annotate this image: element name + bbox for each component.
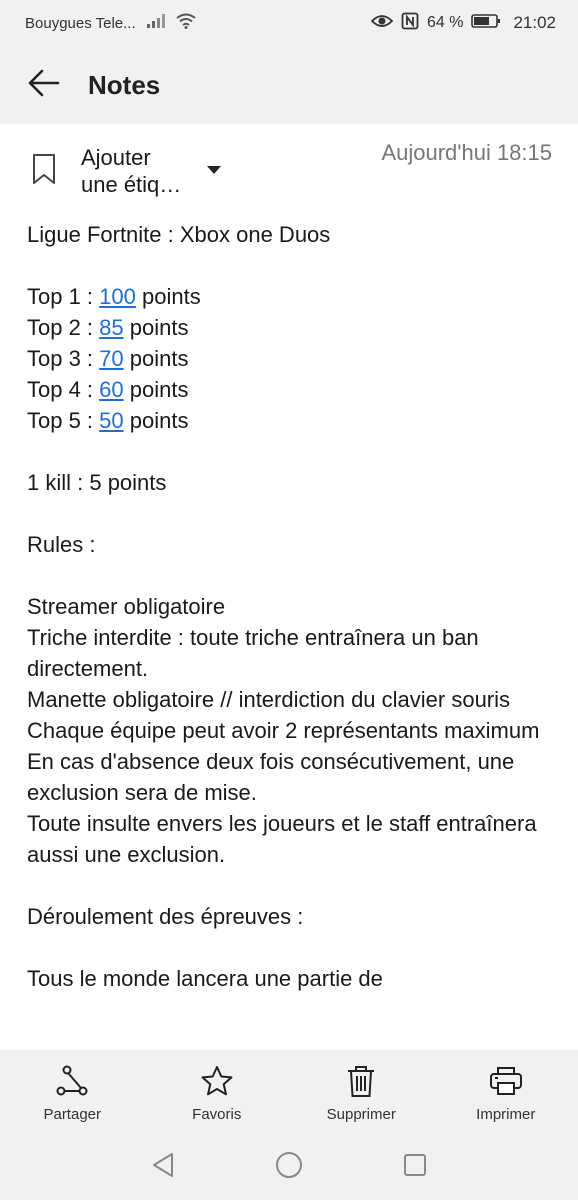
nfc-icon bbox=[401, 12, 419, 35]
share-label: Partager bbox=[43, 1106, 102, 1123]
rule-item: Streamer obligatoire bbox=[27, 594, 226, 619]
top-suffix: points bbox=[123, 377, 189, 402]
battery-icon bbox=[471, 13, 501, 34]
caret-down-icon bbox=[206, 162, 222, 180]
delete-button[interactable] bbox=[289, 1050, 434, 1134]
favorites-label: Favoris bbox=[192, 1106, 242, 1123]
rule-item: Toute insulte envers les joueurs et le staff entraînera aussi une exclusion. bbox=[27, 811, 537, 867]
system-nav-bar bbox=[0, 1134, 578, 1200]
square-recents-icon bbox=[403, 1153, 427, 1182]
blank-line bbox=[27, 560, 557, 591]
blank-line bbox=[27, 870, 557, 901]
top-suffix: points bbox=[123, 408, 189, 433]
star-icon bbox=[200, 1062, 234, 1100]
nav-home-button[interactable] bbox=[274, 1152, 304, 1182]
kill-points: 1 kill : 5 points bbox=[27, 470, 167, 495]
points-link[interactable]: 70 bbox=[99, 346, 124, 371]
events-header: Déroulement des épreuves : bbox=[27, 904, 304, 929]
top-prefix: Top 4 : bbox=[27, 377, 100, 402]
rule-item: En cas d'absence deux fois consécutivement, une exclusion sera de mise. bbox=[27, 749, 515, 805]
status-right bbox=[371, 12, 556, 35]
points-link[interactable]: 100 bbox=[99, 284, 136, 309]
note-body[interactable] bbox=[27, 219, 557, 994]
share-icon bbox=[55, 1062, 89, 1100]
print-button[interactable] bbox=[434, 1050, 578, 1134]
rule-item: Triche interdite : toute triche entraînera un ban directement. bbox=[27, 625, 479, 681]
share-button[interactable] bbox=[0, 1050, 145, 1134]
top-line bbox=[27, 312, 557, 343]
note-content bbox=[0, 124, 578, 1050]
top-line bbox=[27, 405, 557, 436]
circle-home-icon bbox=[275, 1151, 303, 1184]
rule-item: Chaque équipe peut avoir 2 représentants maximum bbox=[27, 718, 540, 743]
top-suffix: points bbox=[135, 284, 201, 309]
top-prefix: Top 3 : bbox=[27, 346, 100, 371]
note-last-line: Tous le monde lancera une partie de bbox=[27, 966, 383, 991]
blank-line bbox=[27, 932, 557, 963]
bottom-action-bar bbox=[0, 1050, 578, 1134]
status-left bbox=[25, 13, 371, 33]
printer-icon bbox=[489, 1062, 523, 1100]
trash-icon bbox=[346, 1062, 376, 1100]
top-line bbox=[27, 374, 557, 405]
top-line bbox=[27, 343, 557, 374]
signal-icon bbox=[146, 13, 166, 33]
blank-line bbox=[27, 250, 557, 281]
add-tag-button[interactable] bbox=[81, 144, 199, 198]
rule-item: Manette obligatoire // interdiction du clavier souris bbox=[27, 687, 511, 712]
points-link[interactable]: 85 bbox=[99, 315, 124, 340]
clock: 21:02 bbox=[513, 13, 556, 32]
triangle-back-icon bbox=[151, 1152, 175, 1183]
wifi-icon bbox=[176, 13, 196, 33]
points-link[interactable]: 60 bbox=[99, 377, 124, 402]
status-bar bbox=[0, 0, 578, 46]
points-link[interactable]: 50 bbox=[99, 408, 124, 433]
bookmark-button[interactable] bbox=[7, 153, 81, 190]
delete-label: Supprimer bbox=[326, 1106, 396, 1123]
favorites-button[interactable] bbox=[145, 1050, 290, 1134]
nav-recents-button[interactable] bbox=[400, 1152, 430, 1182]
print-label: Imprimer bbox=[476, 1106, 536, 1123]
top-prefix: Top 5 : bbox=[27, 408, 100, 433]
top-suffix: points bbox=[123, 315, 189, 340]
blank-line bbox=[27, 498, 557, 529]
nav-back-button[interactable] bbox=[148, 1152, 178, 1182]
back-button[interactable] bbox=[0, 46, 88, 124]
tag-dropdown[interactable] bbox=[199, 156, 229, 186]
top-prefix: Top 1 : bbox=[27, 284, 100, 309]
note-title: Ligue Fortnite : Xbox one Duos bbox=[27, 222, 331, 247]
top-line bbox=[27, 281, 557, 312]
note-date: Aujourd'hui 18:15 bbox=[381, 140, 552, 165]
bookmark-icon bbox=[32, 153, 56, 190]
page-title: Notes bbox=[88, 69, 161, 100]
arrow-left-icon bbox=[27, 68, 61, 103]
battery-percent: 64 % bbox=[426, 14, 464, 31]
carrier-name: Bouygues Tele... bbox=[25, 14, 136, 32]
app-bar bbox=[0, 46, 578, 124]
add-tag-label-line2: une étiq… bbox=[81, 172, 182, 197]
rules-header: Rules : bbox=[27, 532, 96, 557]
top-suffix: points bbox=[123, 346, 189, 371]
eye-icon bbox=[371, 13, 393, 34]
blank-line bbox=[27, 436, 557, 467]
top-prefix: Top 2 : bbox=[27, 315, 100, 340]
add-tag-label-line1: Ajouter bbox=[81, 145, 151, 170]
